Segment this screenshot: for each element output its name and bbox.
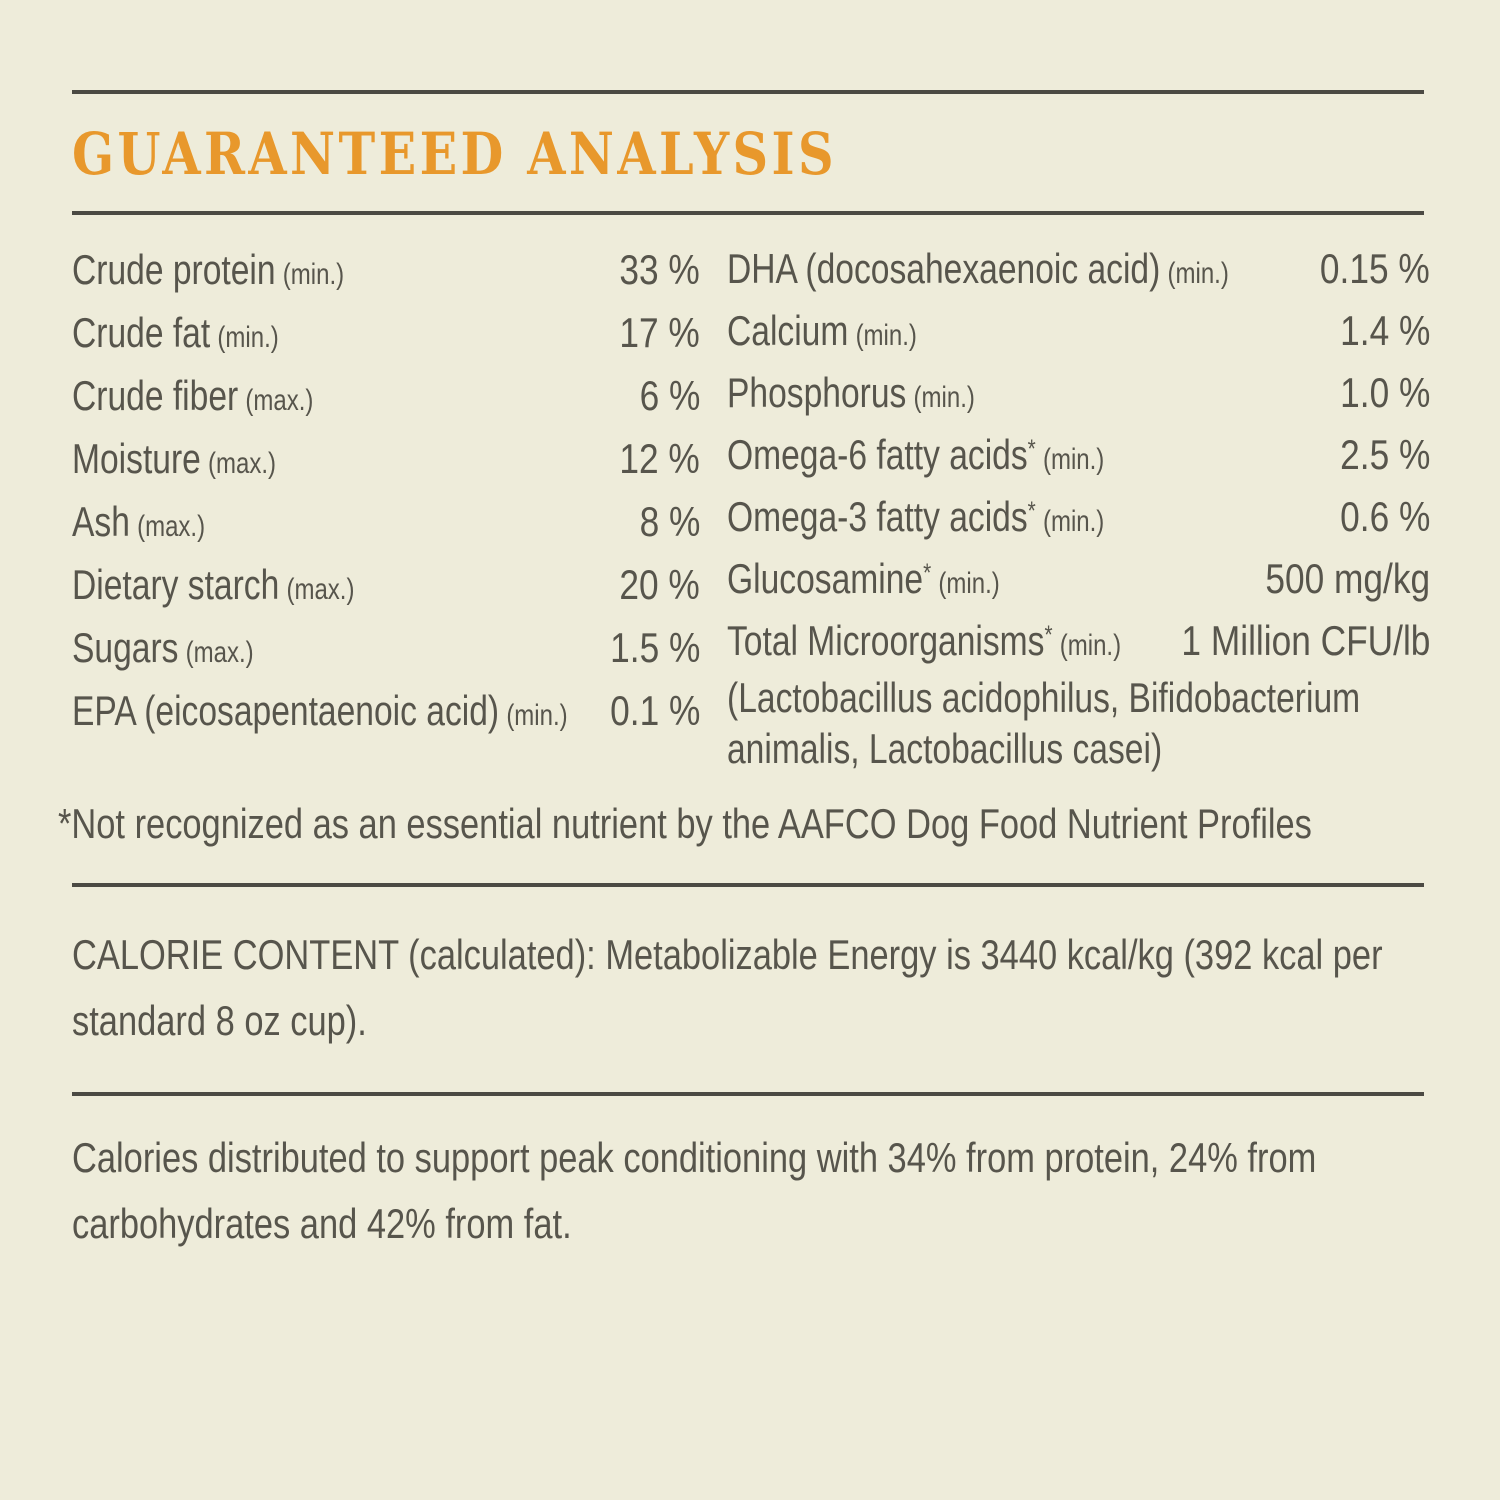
nutrient-qualifier: (min.) [506, 698, 568, 732]
nutrient-value: 0.6 % [1339, 493, 1430, 540]
aafco-footnote: *Not recognized as an essential nutrient by the AAFCO Dog Food Nutrient Profiles [58, 800, 1312, 847]
nutrient-name: Total Microorganisms [727, 617, 1045, 664]
nutrient-row [72, 553, 700, 616]
nutrient-value: 500 mg/kg [1265, 555, 1430, 602]
divider-lower [72, 1092, 1424, 1096]
nutrient-qualifier: (max.) [137, 509, 206, 543]
calorie-distribution-line: Calories distributed to support peak conditioning with 34% from protein, 24% from [72, 1134, 1317, 1181]
nutrient-qualifier: (min.) [1042, 505, 1105, 538]
nutrient-name: Crude protein [72, 245, 276, 293]
nutrient-column-left [72, 238, 700, 774]
microorganisms-species-line: animalis, Lactobacillus casei) [727, 725, 1163, 772]
nutrient-value: 33 % [619, 245, 700, 293]
nutrient-row [727, 238, 1430, 300]
nutrient-name: Crude fat [72, 308, 211, 356]
nutrient-qualifier: (min.) [1167, 257, 1229, 290]
nutrient-row [72, 679, 700, 742]
nutrient-row [727, 610, 1430, 672]
nutrient-name: Dietary starch [72, 560, 280, 608]
nutrient-qualifier: (min.) [1042, 443, 1105, 476]
nutrient-name: Moisture [72, 434, 201, 482]
nutrient-qualifier: (min.) [217, 320, 279, 354]
calorie-content-line: CALORIE CONTENT (calculated): Metabolizable Energy is 3440 kcal/kg (392 kcal per [72, 931, 1383, 978]
nutrient-row [727, 548, 1430, 610]
nutrient-name: Calcium [727, 307, 849, 354]
nutrient-value: 12 % [619, 434, 700, 482]
microorganisms-species-line: (Lactobacillus acidophilus, Bifidobacterium [727, 674, 1361, 721]
nutrient-qualifier: (min.) [913, 381, 975, 414]
nutrient-row [727, 300, 1430, 362]
divider-below-title [72, 211, 1424, 215]
nutrient-value: 1.5 % [609, 623, 700, 671]
calorie-content-paragraph [72, 922, 1500, 1054]
nutrient-value: 2.5 % [1339, 431, 1430, 478]
section-title: GUARANTEED ANALYSIS [72, 120, 838, 188]
nutrient-row [72, 364, 700, 427]
nutrient-row [727, 486, 1430, 548]
nutrient-table [72, 238, 1430, 774]
nutrient-value: 0.15 % [1320, 245, 1430, 292]
divider-middle [72, 883, 1424, 887]
nutrient-value: 6 % [639, 371, 700, 419]
footnote-asterisk: * [1044, 619, 1053, 650]
nutrient-name: Sugars [72, 623, 179, 671]
nutrient-qualifier: (max.) [185, 635, 254, 669]
calorie-content-line: standard 8 oz cup). [72, 997, 367, 1044]
nutrient-value: 1.0 % [1339, 369, 1430, 416]
nutrient-column-right [727, 238, 1430, 774]
nutrient-name: DHA (docosahexaenoic acid) [727, 245, 1161, 292]
nutrient-qualifier: (min.) [1059, 629, 1122, 662]
nutrient-qualifier: (min.) [938, 567, 1000, 600]
nutrient-value: 8 % [639, 497, 700, 545]
nutrient-row [72, 301, 700, 364]
nutrient-name: Crude fiber [72, 371, 239, 419]
nutrient-row [72, 616, 700, 679]
nutrient-value: 0.1 % [609, 686, 700, 734]
nutrient-name: EPA (eicosapentaenoic acid) [72, 686, 500, 734]
footnote-asterisk: * [1027, 495, 1036, 526]
footnote-asterisk: * [1027, 433, 1036, 464]
nutrient-qualifier: (max.) [245, 383, 314, 417]
nutrient-qualifier: (min.) [855, 319, 917, 352]
nutrient-qualifier: (min.) [282, 257, 345, 291]
nutrient-name: Omega-6 fatty acids [727, 431, 1028, 478]
nutrient-qualifier: (max.) [208, 446, 277, 480]
divider-top [72, 90, 1424, 94]
nutrient-row [72, 490, 700, 553]
footnote-asterisk: * [923, 557, 932, 588]
nutrient-value: 1.4 % [1339, 307, 1430, 354]
nutrient-row [727, 424, 1430, 486]
nutrient-row [72, 238, 700, 301]
nutrient-row [727, 362, 1430, 424]
nutrient-value: 17 % [619, 308, 700, 356]
nutrient-name: Phosphorus [727, 369, 907, 416]
nutrient-value: 1 Million CFU/lb [1181, 617, 1430, 664]
nutrient-value: 20 % [619, 560, 700, 608]
nutrient-qualifier: (max.) [286, 572, 355, 606]
nutrient-name: Glucosamine [727, 555, 924, 602]
nutrient-name: Omega-3 fatty acids [727, 493, 1028, 540]
calorie-distribution-paragraph [72, 1125, 1500, 1257]
calorie-distribution-line: carbohydrates and 42% from fat. [72, 1200, 572, 1247]
nutrient-name: Ash [72, 497, 130, 545]
nutrient-row [72, 427, 700, 490]
